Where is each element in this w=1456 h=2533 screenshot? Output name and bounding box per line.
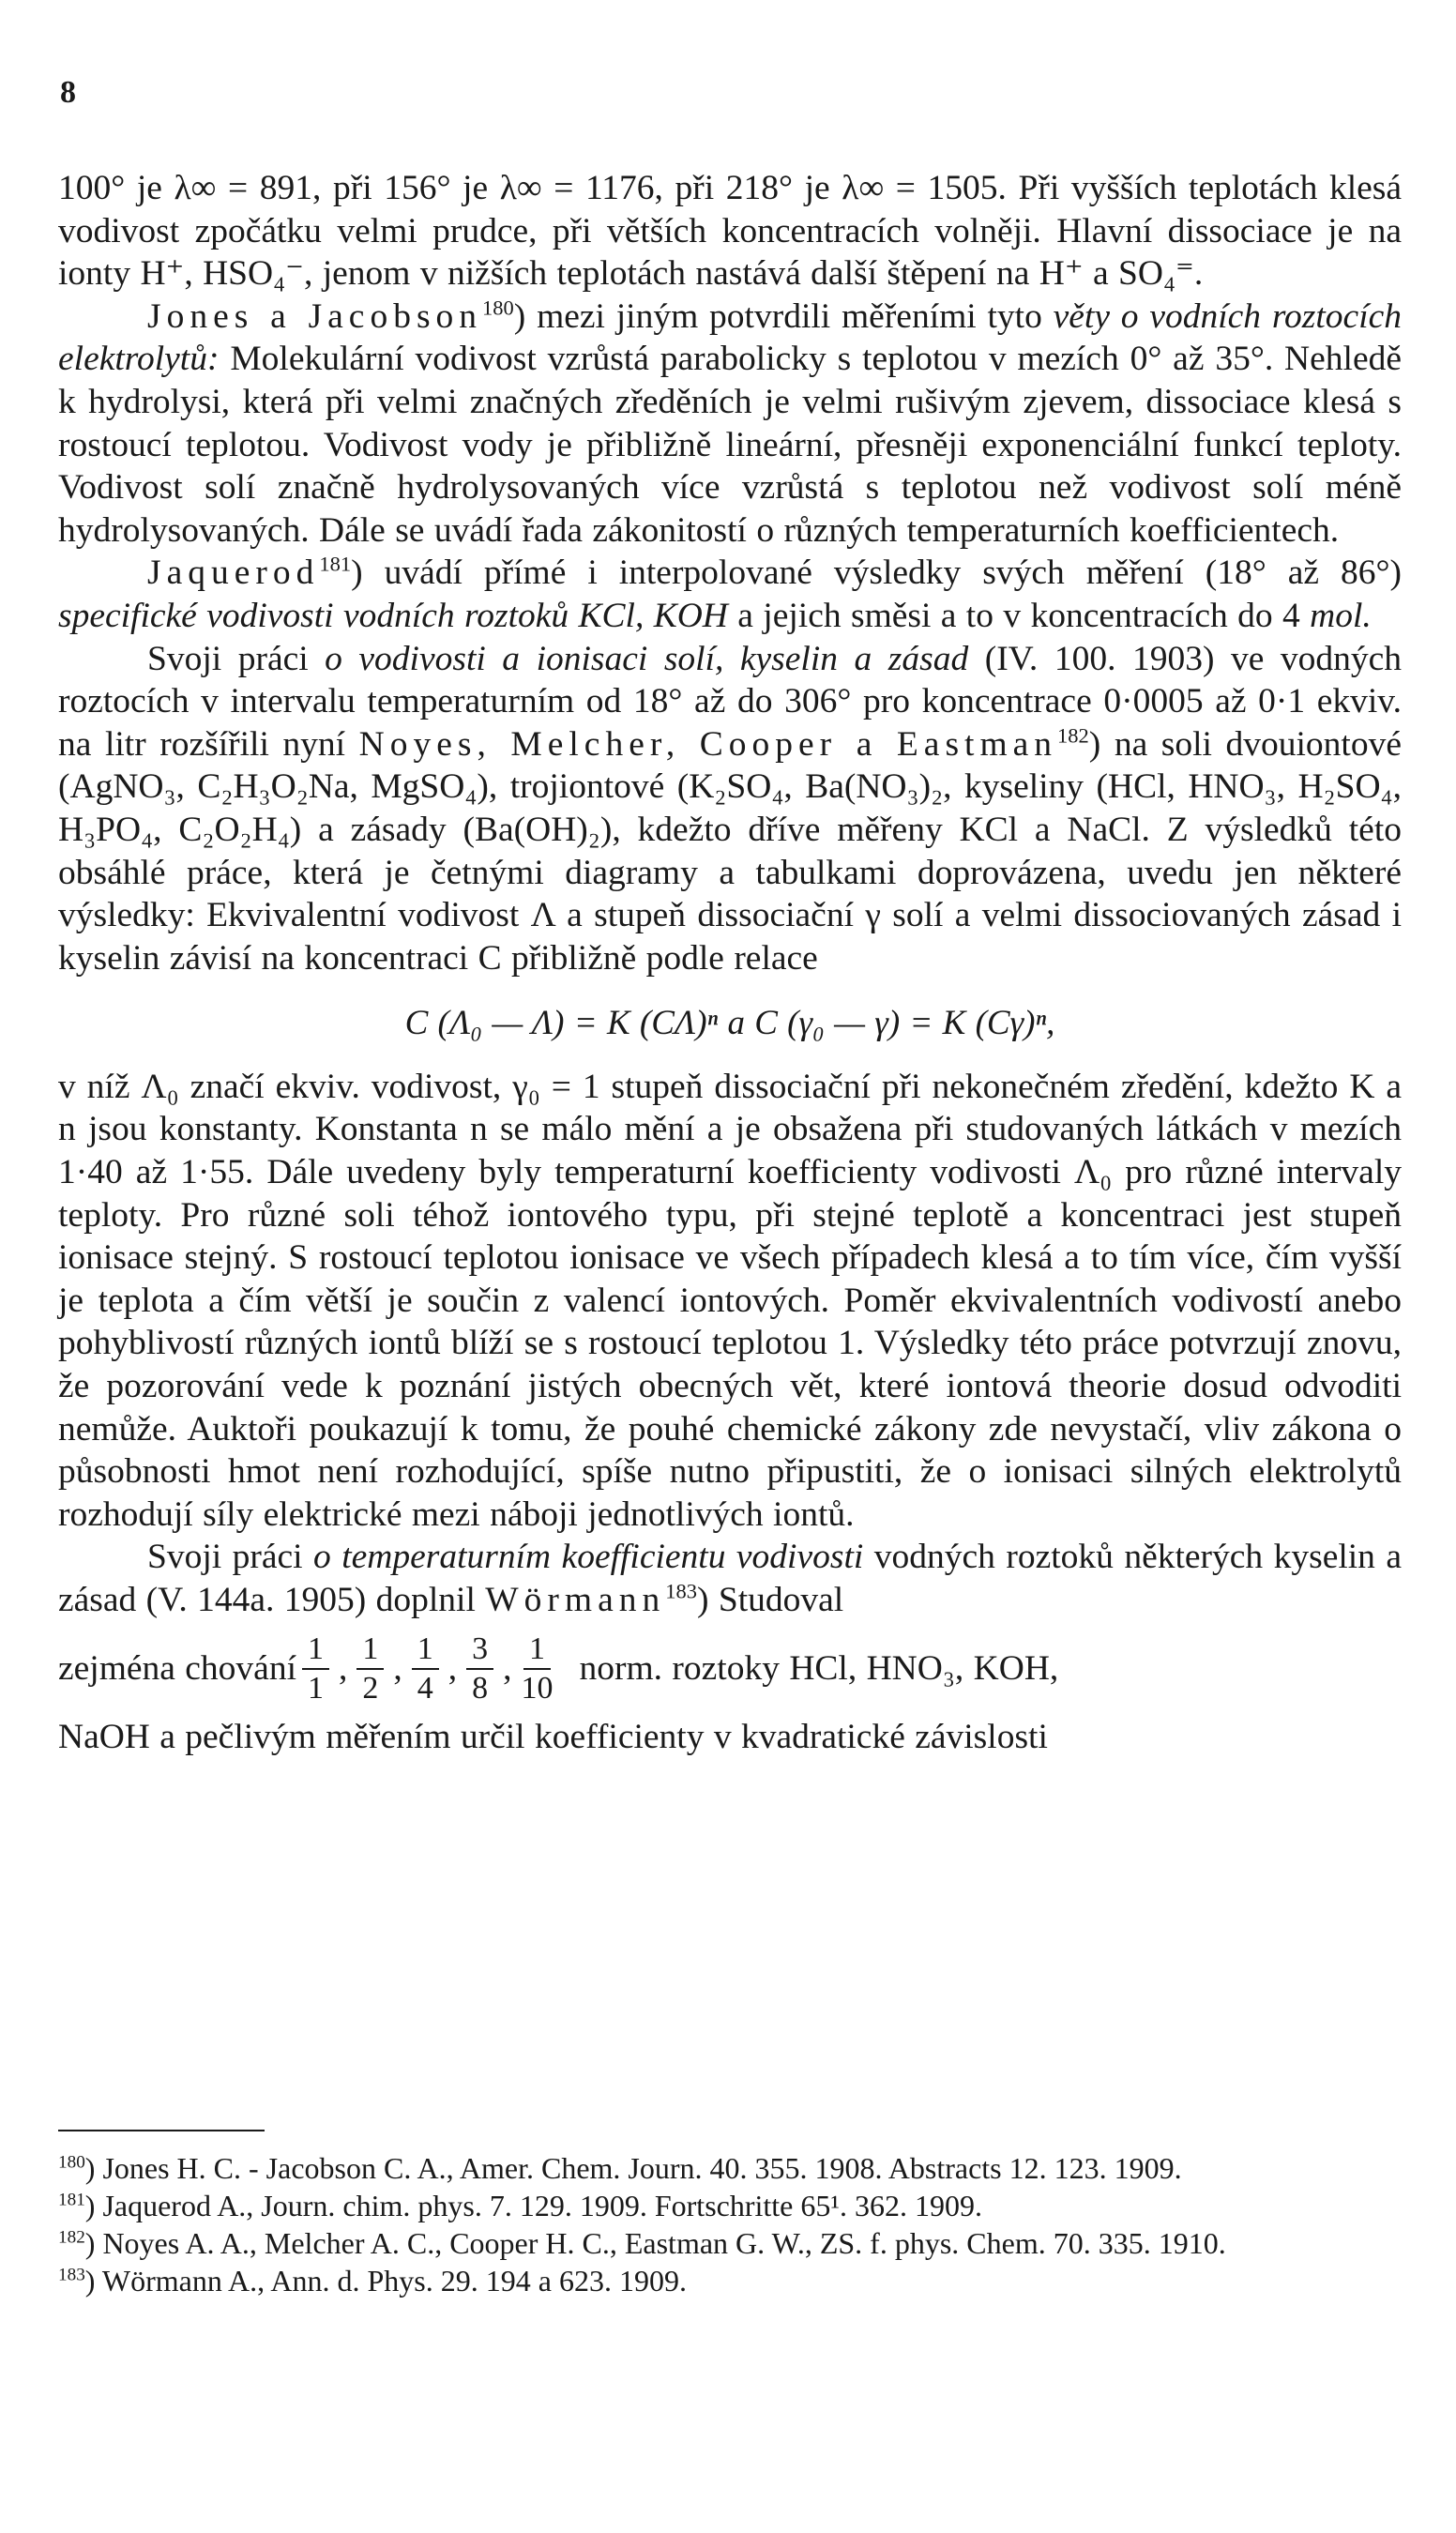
fraction-denominator: 1 <box>308 1670 324 1706</box>
fraction <box>522 1631 554 1707</box>
fraction-denominator: 4 <box>417 1670 433 1706</box>
author-name: Jones a Jacobson <box>147 296 483 336</box>
footnote <box>58 2188 1402 2223</box>
page-number: 8 <box>60 75 76 110</box>
footnote-ref: 182 <box>1057 723 1089 748</box>
fraction <box>356 1631 384 1707</box>
footnote <box>58 2150 1402 2186</box>
paragraph-6 <box>58 1536 1402 1621</box>
text-span: ) mezi jiným potvrdili měřeními tyto <box>513 296 1054 336</box>
italic-span: o temperaturním koefficientu vodivosti <box>313 1538 864 1577</box>
text-span: zejména chování <box>58 1648 296 1688</box>
paragraph-2 <box>58 296 1402 553</box>
footnote-text: ) Noyes A. A., Melcher A. C., Cooper H. C., Eastman G. W., ZS. f. phys. Chem. 70. 335. 1910. <box>84 2226 1226 2260</box>
author-name: Wörmann <box>485 1581 666 1619</box>
footnote-number: 180 <box>58 2152 85 2173</box>
footnote-rule <box>58 2130 265 2131</box>
text-span: Svoji práci <box>147 639 326 678</box>
italic-span: mol. <box>1310 596 1372 635</box>
equation: C (Λ₀ — Λ) = K (CΛ)ⁿ a C (γ₀ — γ) = K (Cγ)ⁿ, <box>404 1004 1055 1043</box>
footnote-ref: 181 <box>319 552 352 576</box>
fraction <box>466 1631 493 1707</box>
paragraph-4 <box>58 638 1402 980</box>
text-span: a jejich směsi a to v koncentracích do 4 <box>727 596 1311 635</box>
text-span: (IV. 100. 1903) ve vodných roztocích v intervalu temperaturním od 18° až do 306° pro koncentrace 0·0005 až 0·1 ekviv. na litr rozšířili nyní <box>58 639 1402 764</box>
fraction-denominator: 10 <box>521 1670 554 1706</box>
author-name: Jaquerod <box>147 554 320 593</box>
footnote-ref: 180 <box>482 296 514 320</box>
text-span: Svoji práci <box>147 1538 314 1577</box>
fractions-line: zejména chování $\frac{1}{1}$ , $\frac{1}{2}$ , $\frac{1}{4}$ , $\frac{3}{8}$ , $\frac{1}{10}$ norm. roztoky HCl, HNO₃, KOH, <box>58 1631 1059 1706</box>
footnote-number: 182 <box>58 2227 85 2248</box>
text-span: ) uvádí přímé i interpolované výsledky svých měření (18° až 86°) <box>351 554 1402 593</box>
fraction-denominator: 2 <box>362 1670 379 1706</box>
footnote-ref: 183 <box>665 1579 697 1603</box>
text-span: ) na soli dvouiontové (AgNO₃, C₂H₃O₂Na, MgSO₄), trojiontové (K₂SO₄, Ba(NO₃)₂, kyseliny (HCl, HNO₃, H₂SO₄, H₃PO₄, C₂O₂H₄) a zásady (Ba(OH)₂), kdežto dříve měřeny KCl a NaCl. Z výsledků této obsáhlé práce, která je četnými diagramy a tabulkami doprovázena, uvedu jen některé výsledky: Ekvivalentní vodivost Λ a stupeň dissociační γ solí a velmi dissociovaných zásad i kyselin závisí na koncentraci C přibližně podle relace <box>58 724 1402 978</box>
fraction-numerator: 1 <box>523 1631 551 1670</box>
footnote-number: 181 <box>58 2190 85 2210</box>
footnote-text: ) Wörmann A., Ann. d. Phys. 29. 194 a 623. 1909. <box>84 2264 687 2298</box>
footnote <box>58 2225 1402 2261</box>
paragraph-1: 100° je λ∞ = 891, při 156° je λ∞ = 1176, při 218° je λ∞ = 1505. Při vyšších teplotách klesá vodivost zpočátku velmi prudce, při větších koncentracích volněji. Hlavní dissociace je na ionty H⁺, HSO₄⁻, jenom v nižších teplotách nastává další štěpení na H⁺ a SO₄⁼. <box>58 169 1402 294</box>
footnote <box>58 2263 1402 2298</box>
text-span: Molekulární vodivost vzrůstá parabolicky s teplotou v mezích 0° až 35°. Nehledě k hydrolysi, která při velmi značných zředěních je velmi rušivým zjevem, dissociace klesá s rostoucí teplotou. Vodivost vody je přibližně lineární, přesněji exponenciální funkcí teploty. Vodivost solí značně hydrolysovaných více vzrůstá s teplotou než vodivost solí méně hydrolysovaných. Dále se uvádí řada zákonitostí o různých temperaturních koefficientech. <box>58 340 1402 550</box>
paragraph-3 <box>58 552 1402 637</box>
text-span: norm. roztoky HCl, HNO₃, KOH, <box>579 1648 1059 1688</box>
fraction-numerator: 1 <box>356 1631 384 1670</box>
italic-span: specifické vodivosti vodních roztoků KCl, KOH <box>58 596 728 635</box>
fraction-numerator: 1 <box>412 1631 439 1670</box>
paragraph-6-end: NaOH a pečlivým měřením určil koefficienty v kvadratické závislosti <box>58 1717 1048 1756</box>
paragraph-5: v níž Λ₀ značí ekviv. vodivost, γ₀ = 1 stupeň dissociační při nekonečném zředění, kdežto K a n jsou konstanty. Konstanta n se málo mění a je obsažena při studovaných látkách v mezích 1·40 až 1·55. Dále uvedeny byly temperaturní koefficienty vodivosti Λ₀ pro různé intervaly teploty. Pro různé soli téhož iontového typu, při stejné teplotě a koncentraci jest stupeň ionisace stejný. S rostoucí teplotou ionisace ve všech případech klesá a to tím více, čím vyšší je teplota a čím větší je součin z valencí iontových. Poměr ekvivalentních vodivostí anebo pohyblivostí různých iontů blíží se s rostoucí teplotou 1. Výsledky této práce potvrzují znovu, že pozorování vede k poznání jistých obecných vět, které iontová theorie dosud odvoditi nemůže. Auktoři poukazují k tomu, že pouhé chemické zákony zde nevystačí, vliv zákona o působnosti hmot není rozhodující, spíše nutno připustiti, že o ionisaci silných elektrolytů rozhodují síly elektrické mezi náboji jednotlivých iontů. <box>58 1067 1402 1534</box>
italic-span: o vodivosti a ionisaci solí, kyselin a zásad <box>325 639 969 678</box>
footnote-text: ) Jones H. C. - Jacobson C. A., Amer. Chem. Journ. 40. 355. 1908. Abstracts 12. 123. 1909. <box>84 2151 1182 2185</box>
fraction <box>302 1631 329 1707</box>
italic-span: věty o vodních roztocích elektrolytů: <box>58 296 1403 379</box>
fraction-denominator: 8 <box>472 1670 489 1706</box>
text-span: vodných roztoků některých kyselin a zásad (V. 144a. 1905) doplnil <box>58 1538 1403 1619</box>
fraction <box>412 1631 439 1707</box>
fraction-numerator: 3 <box>466 1631 493 1670</box>
text-span: ) Studoval <box>696 1581 844 1619</box>
fraction-numerator: 1 <box>302 1631 329 1670</box>
footnote-text: ) Jaquerod A., Journ. chim. phys. 7. 129. 1909. Fortschritte 65¹. 362. 1909. <box>84 2189 982 2222</box>
author-names: Noyes, Melcher, Cooper a Eastman <box>358 724 1058 764</box>
footnotes <box>58 2150 1402 2300</box>
body-text <box>58 167 1402 1758</box>
footnote-number: 183 <box>58 2265 85 2285</box>
